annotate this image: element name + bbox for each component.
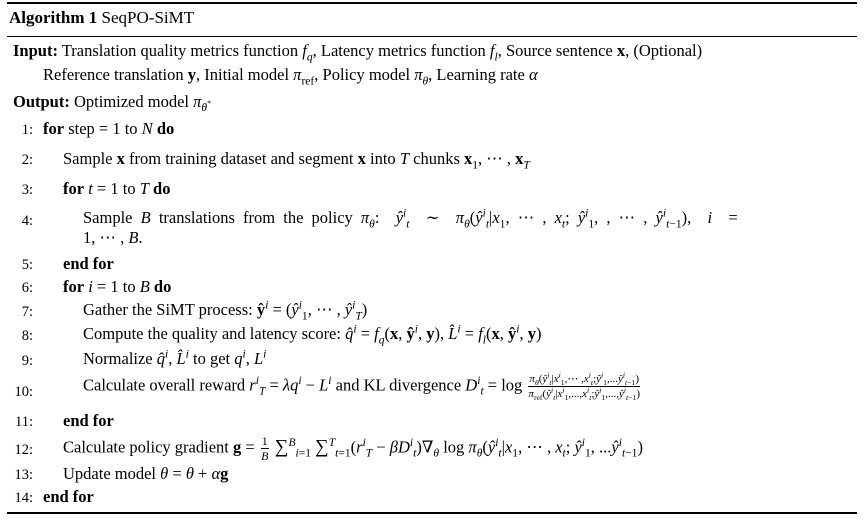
algorithm-label: Algorithm 1 [9,8,98,27]
algorithm-title [9,8,194,28]
algo-line-4-cont: 1, ⋯ , B. [83,228,143,247]
bottom-rule [7,512,857,514]
kl-fraction: $\frac{\pi_\theta(ŷ^i_t|x^i_1,\cdots ,x^i_t;ŷ^i_1,...ŷ^i_{t-1})}{\pi_{ref}(ŷ^i_t|x^i_1,...,x^i_t;ŷ^i_1,...,ŷ^i_{t-1})}$ [528,370,641,403]
line-number: 7: [21,304,33,320]
algo-line-6: for i = 1 to B do [63,277,172,296]
line-number: 9: [21,353,33,369]
algo-line-14: end for [43,487,94,506]
line-number: 12: [14,442,33,458]
line-number: 11: [15,414,33,430]
algo-line-9: Normalize q̂$^i$, L̂$^i$ to get $q^i$, $L^i$ [83,348,267,368]
algo-line-11: end for [63,411,114,430]
line-number: 1: [21,122,33,138]
line-number: 6: [21,280,33,296]
line-number: 8: [21,328,33,344]
line-number: 14: [14,490,33,506]
input-latency-fn-text: Latency metrics function [320,41,486,60]
input-quality-fn-text: Translation quality metrics function [61,41,299,60]
line-number: 5: [21,257,33,273]
input-label: Input: [13,41,58,60]
algo-line-10: Calculate overall reward $r^i_T = \lambda q^i - L^i$ and KL divergence $D^i_t = \log$ $\frac{\pi_\theta(ŷ^i_t|x^i_1,\cdots ,x^i_t;ŷ^i_1,...ŷ^i_{t-1})}{\pi_{ref}(ŷ^i_t|x^i_1,...,x^i_t;ŷ^i_1,...,ŷ^i_{t-1})}$ [83,370,641,403]
input-optional-text: (Optional) [633,41,703,60]
algo-line-13: Update model θ = θ + αg [63,464,229,483]
line-number: 10: [14,384,33,400]
line-number: 4: [21,213,33,229]
line-number: 2: [21,152,33,168]
input-initial-model-text: Initial model [204,65,290,84]
title-rule [7,36,857,37]
line-number: 13: [14,467,33,483]
algo-line-2: Sample x from training dataset and segment x into T chunks $x_1$, ⋯ , $x_T$ [63,149,530,172]
input-source-text: Source sentence [505,41,613,60]
algo-line-3: for t = 1 to T do [63,179,171,198]
input-policy-model-text: Policy model [322,65,411,84]
input-line-1: Input: Translation quality metrics function $f_q$, Latency metrics function $f_l$, Source sentence x, (Optional) [13,41,703,64]
algorithm-name: SeqPO-SiMT [101,8,195,27]
output-label: Output: [13,92,70,111]
input-line-2: Reference translation y, Initial model $\pi_{ref}$, Policy model $\pi_\theta$, Learning rate α [43,65,538,88]
top-rule [7,2,857,4]
algo-line-5: end for [63,254,114,273]
input-reference-text: Reference translation [43,65,184,84]
algo-line-8: Compute the quality and latency score: q̂$^i$ = $f_q(x$, $ŷ^i$, y), L̂$^i$ = $f_l(x$, $ŷ^i$, y) [83,323,542,347]
output-text: Optimized model [73,92,190,111]
one-over-b-fraction: $\frac{1}{B}$ [261,434,269,463]
output-line: Output: Optimized model $\pi_{\theta^*}$ [13,92,212,115]
algo-line-4: Sample B translations from the policy $\pi_\theta$: $ŷ^i_t$ ∼ $\pi_\theta(ŷ^i_t|x_1$, ⋯ , $x_t$; $ŷ^i_1$, , ⋯ , $ŷ^i_{t-1}$), i = [83,207,738,231]
algo-line-7: Gather the SiMT process: $ŷ^i$ = ($ŷ^i_1$, ⋯ , $ŷ^i_T$) [83,299,368,323]
line-number: 3: [21,182,33,198]
input-learning-rate-text: Learning rate [436,65,525,84]
algo-line-1: for step = 1 to N do [43,119,175,138]
algo-line-12: Calculate policy gradient g = $\frac{1}{B}$ ∑$^B_{i=1}$ $\sum^T_{t=1}(r^i_T - \beta D^i_t)\nabla_\theta$ $\log \pi_\theta(ŷ^i_t|x_1$, ⋯ , $x_t$; $ŷ^i_1$, $...ŷ^i_{t-1}$) [63,434,643,463]
